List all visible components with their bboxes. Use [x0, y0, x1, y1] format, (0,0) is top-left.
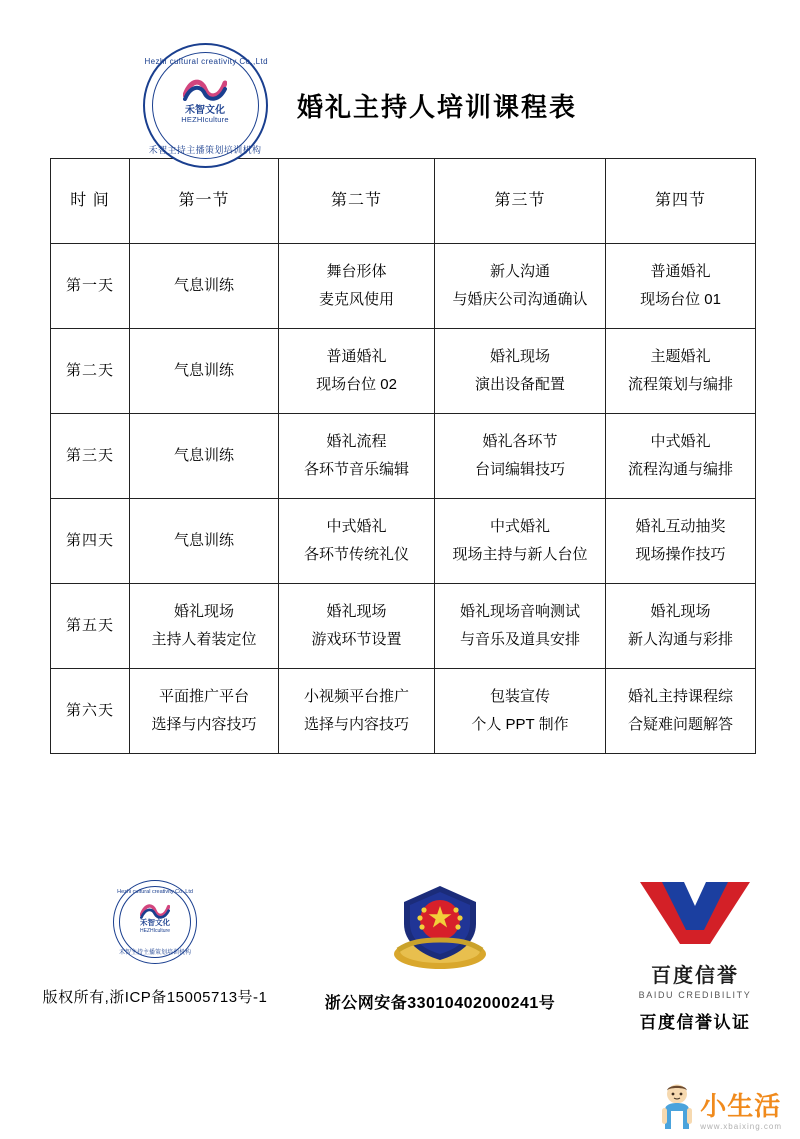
document-footer — [0, 880, 800, 1060]
header-session-3: 第三节 — [435, 159, 606, 244]
table-header-row — [51, 159, 756, 244]
cell-session-4: 婚礼互动抽奖 现场操作技巧 — [606, 499, 756, 584]
cell-session-4: 主题婚礼 流程策划与编排 — [606, 329, 756, 414]
cell-day: 第二天 — [51, 329, 130, 414]
table-row — [51, 584, 756, 669]
copyright-text: 版权所有,浙ICP备15005713号-1 — [42, 989, 268, 1006]
watermark-texts — [700, 1093, 782, 1131]
cell-session-3: 婚礼现场 演出设备配置 — [435, 329, 606, 414]
cell-session-3: 包装宣传 个人 PPT 制作 — [435, 669, 606, 754]
person-figure-icon — [658, 1083, 696, 1131]
cell-session-1: 平面推广平台 选择与内容技巧 — [130, 669, 279, 754]
copyright-block — [30, 880, 280, 1007]
seal-small-brand-en: HEZHIculture — [139, 928, 170, 934]
wave-swirl-icon — [183, 75, 227, 101]
table-row — [51, 414, 756, 499]
header-session-4: 第四节 — [606, 159, 756, 244]
schedule-table — [50, 158, 756, 754]
baidu-v-icon — [636, 878, 754, 948]
cell-day: 第五天 — [51, 584, 130, 669]
cell-day: 第四天 — [51, 499, 130, 584]
baidu-credibility-block[interactable] — [600, 878, 790, 1033]
seal-small-arc-bottom: 禾智主持主播策划培训机构 — [118, 950, 191, 956]
watermark-subtitle: www.xbaixing.com — [700, 1122, 782, 1131]
cell-session-4: 婚礼主持课程综 合疑难问题解答 — [606, 669, 756, 754]
police-record-block[interactable] — [295, 880, 585, 1013]
company-seal-logo — [143, 43, 268, 168]
cell-session-3: 婚礼各环节 台词编辑技巧 — [435, 414, 606, 499]
seal-arc-bottom-text: 禾智主持主播策划培训机构 — [148, 144, 262, 155]
header-session-2: 第二节 — [279, 159, 435, 244]
cell-day: 第一天 — [51, 244, 130, 329]
cell-session-2: 普通婚礼 现场台位 02 — [279, 329, 435, 414]
cell-session-1: 气息训练 — [130, 329, 279, 414]
table-row — [51, 244, 756, 329]
cell-session-2: 舞台形体 麦克风使用 — [279, 244, 435, 329]
cell-session-3: 婚礼现场音响测试 与音乐及道具安排 — [435, 584, 606, 669]
cell-session-1: 气息训练 — [130, 414, 279, 499]
header-session-1: 第一节 — [130, 159, 279, 244]
cell-session-2: 中式婚礼 各环节传统礼仪 — [279, 499, 435, 584]
cell-day: 第三天 — [51, 414, 130, 499]
police-record-text: 浙公网安备33010402000241号 — [324, 995, 556, 1012]
cell-day: 第六天 — [51, 669, 130, 754]
cell-session-2: 婚礼流程 各环节音乐编辑 — [279, 414, 435, 499]
cell-session-1: 婚礼现场 主持人着装定位 — [130, 584, 279, 669]
cell-session-2: 婚礼现场 游戏环节设置 — [279, 584, 435, 669]
seal-brand-cn: 禾智文化 — [185, 104, 225, 116]
china-police-emblem-icon — [388, 880, 492, 972]
schedule-table-container — [50, 158, 750, 754]
cell-session-2: 小视频平台推广 选择与内容技巧 — [279, 669, 435, 754]
table-row — [51, 329, 756, 414]
baidu-title-cn: 百度信誉 — [651, 965, 739, 987]
logo-container — [135, 43, 275, 168]
seal-small-arc-top: Hezhi cultural creativity Co.,Ltd — [117, 889, 193, 895]
company-seal-small — [113, 880, 197, 964]
baidu-title-en: BAIDU CREDIBILITY — [638, 990, 752, 1000]
cell-session-3: 新人沟通 与婚庆公司沟通确认 — [435, 244, 606, 329]
cell-session-1: 气息训练 — [130, 244, 279, 329]
cell-session-3: 中式婚礼 现场主持与新人台位 — [435, 499, 606, 584]
cell-session-4: 中式婚礼 流程沟通与编排 — [606, 414, 756, 499]
cell-session-1: 气息训练 — [130, 499, 279, 584]
table-row — [51, 499, 756, 584]
table-row — [51, 669, 756, 754]
baidu-subtitle: 百度信誉认证 — [639, 1013, 751, 1032]
watermark-title: 小生活 — [700, 1091, 782, 1121]
page-title: 婚礼主持人培训课程表 — [297, 91, 578, 122]
seal-small-brand-cn: 禾智文化 — [140, 918, 170, 927]
cell-session-4: 普通婚礼 现场台位 01 — [606, 244, 756, 329]
document-header — [0, 0, 800, 155]
seal-brand-en: HEZHIculture — [181, 114, 229, 124]
seal-arc-top-text: Hezhi cultural creativity Co.,Ltd — [144, 56, 268, 66]
site-watermark — [658, 1083, 782, 1131]
cell-session-4: 婚礼现场 新人沟通与彩排 — [606, 584, 756, 669]
header-time: 时 间 — [51, 159, 130, 244]
